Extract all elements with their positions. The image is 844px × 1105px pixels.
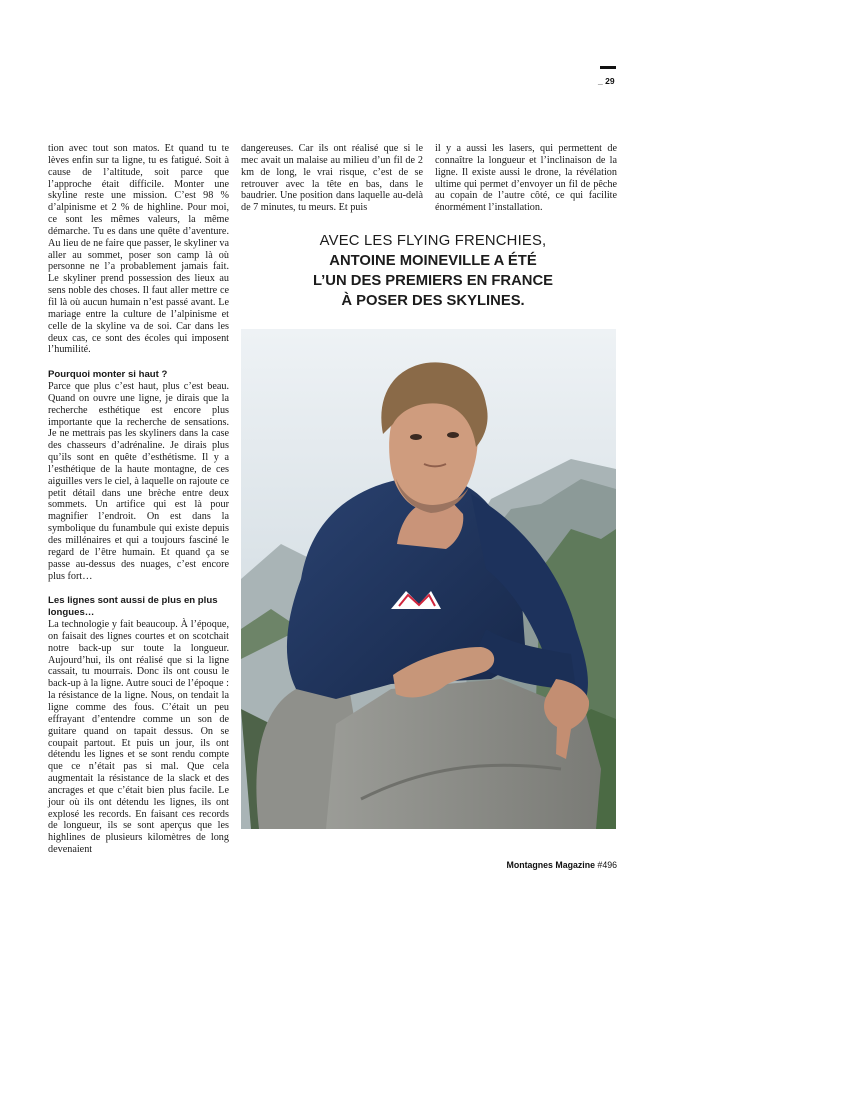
article-column-2 — [241, 143, 423, 214]
article-column-3 — [435, 143, 617, 214]
article-column-1 — [48, 143, 229, 856]
paragraph: Parce que plus c’est haut, plus c’est beau. Quand on ouvre une ligne, je dirais que la recherche esthétique est encore plus importante que la recherche de sensations. Je ne mettrais pas les skyliners dans la case des chasseurs d’adrénaline. Je dirais plus qu’ils sont en quête d’esthétisme. Il y a l’esthétique de la haute montagne, de ces aiguilles vers le ciel, à laquelle on rajoute ce petit détail dans une brèche entre deux sommets. Un artifice qui est là pour magnifier l’endroit. On est dans la symbolique du funambule qui existe depuis des millénaires et qui a toujours fasciné le regard de l’être humain. Et quand ça se passe au-dessus des nuages, c’est encore plus fort… — [48, 381, 229, 582]
pull-quote-line: À POSER DES SKYLINES. — [341, 293, 525, 309]
portrait-illustration — [241, 329, 616, 829]
pull-quote-line: AVEC LES FLYING FRENCHIES, — [319, 233, 547, 249]
page-number: _ 29 — [598, 76, 615, 86]
photo-credit: © Florent Schneider — [838, 1051, 844, 1105]
magazine-name: Montagnes Magazine — [506, 860, 595, 870]
folio-rule — [600, 66, 616, 69]
pull-quote — [250, 231, 616, 311]
interview-question: Les lignes sont aussi de plus en plus longues… — [48, 595, 218, 619]
paragraph: il y a aussi les lasers, qui permettent de connaître la longueur et l’inclinaison de la ligne. Il existe aussi le drone, la révélation ultime qui permet d’envoyer un fil de pêche au copain de l’autre côté, ce qui facilite énormément l’installation. — [435, 143, 617, 214]
pull-quote-line: L’UN DES PREMIERS EN FRANCE — [312, 273, 554, 289]
page-footer — [0, 860, 617, 870]
pull-quote-line: ANTOINE MOINEVILLE A ÉTÉ — [329, 253, 537, 269]
paragraph: tion avec tout son matos. Et quand tu te lèves enfin sur ta ligne, tu es fatigué. Soit à cause de l’altitude, soit parce que l’approche était difficile. Monter une skyline reste une mission. C’est 98 % d’alpinisme et 2 % de highline. Pour moi, ce sont les mêmes valeurs, la même démarche. Tu es dans une quête d’aventure. Au lieu de ne faire que passer, le skyliner va aller au sommet, poser son camp là où personne ne l’a probablement jamais fait. Le skyliner prend possession des lieux au sens noble des choses. Il faut aller mettre ce fil là où aucun humain n’est passé avant. Le mariage entre la culture de l’alpinisme et celle de la skyline va de soi. Car dans les deux cas, ce sont des écoles qui imposent l’humilité. — [48, 143, 229, 356]
paragraph: dangereuses. Car ils ont réalisé que si le mec avait un malaise au milieu d’un fil de 2 km de long, le vrai risque, c’est de se retrouver avec la tête en bas, dans le baudrier. Une position dans laquelle au-delà de 7 minutes, tu meurs. Et puis — [241, 143, 423, 214]
paragraph: La technologie y fait beaucoup. À l’époque, on faisait des lignes courtes et on scotchait notre back-up sur toute la longueur. Aujourd’hui, ils ont réalisé que si la ligne cassait, tu mourrais. Donc ils ont cousu le back-up à la ligne. Autre souci de l’époque : la résistance de la ligne. Nous, on tendait la ligne comme des fous. C’était un peu effrayant d’entendre comme un son de guitare quand on tapait dessus. On se coupait partout. Et puis un jour, ils ont détendu les lignes et se sont rendu compte que ce n’était pas si mal. Que cela augmentait la résistance de la slack et des ancrages et que c’était bien plus facile. Le jour où ils ont détendu les lignes, ils ont explosé les records. En faisant ces records de longueur, ils se sont aperçus que les highlines de plusieurs kilomètres de long devenaient — [48, 619, 229, 856]
interview-question: Pourquoi monter si haut ? — [48, 369, 168, 381]
issue-number: #496 — [594, 860, 617, 870]
